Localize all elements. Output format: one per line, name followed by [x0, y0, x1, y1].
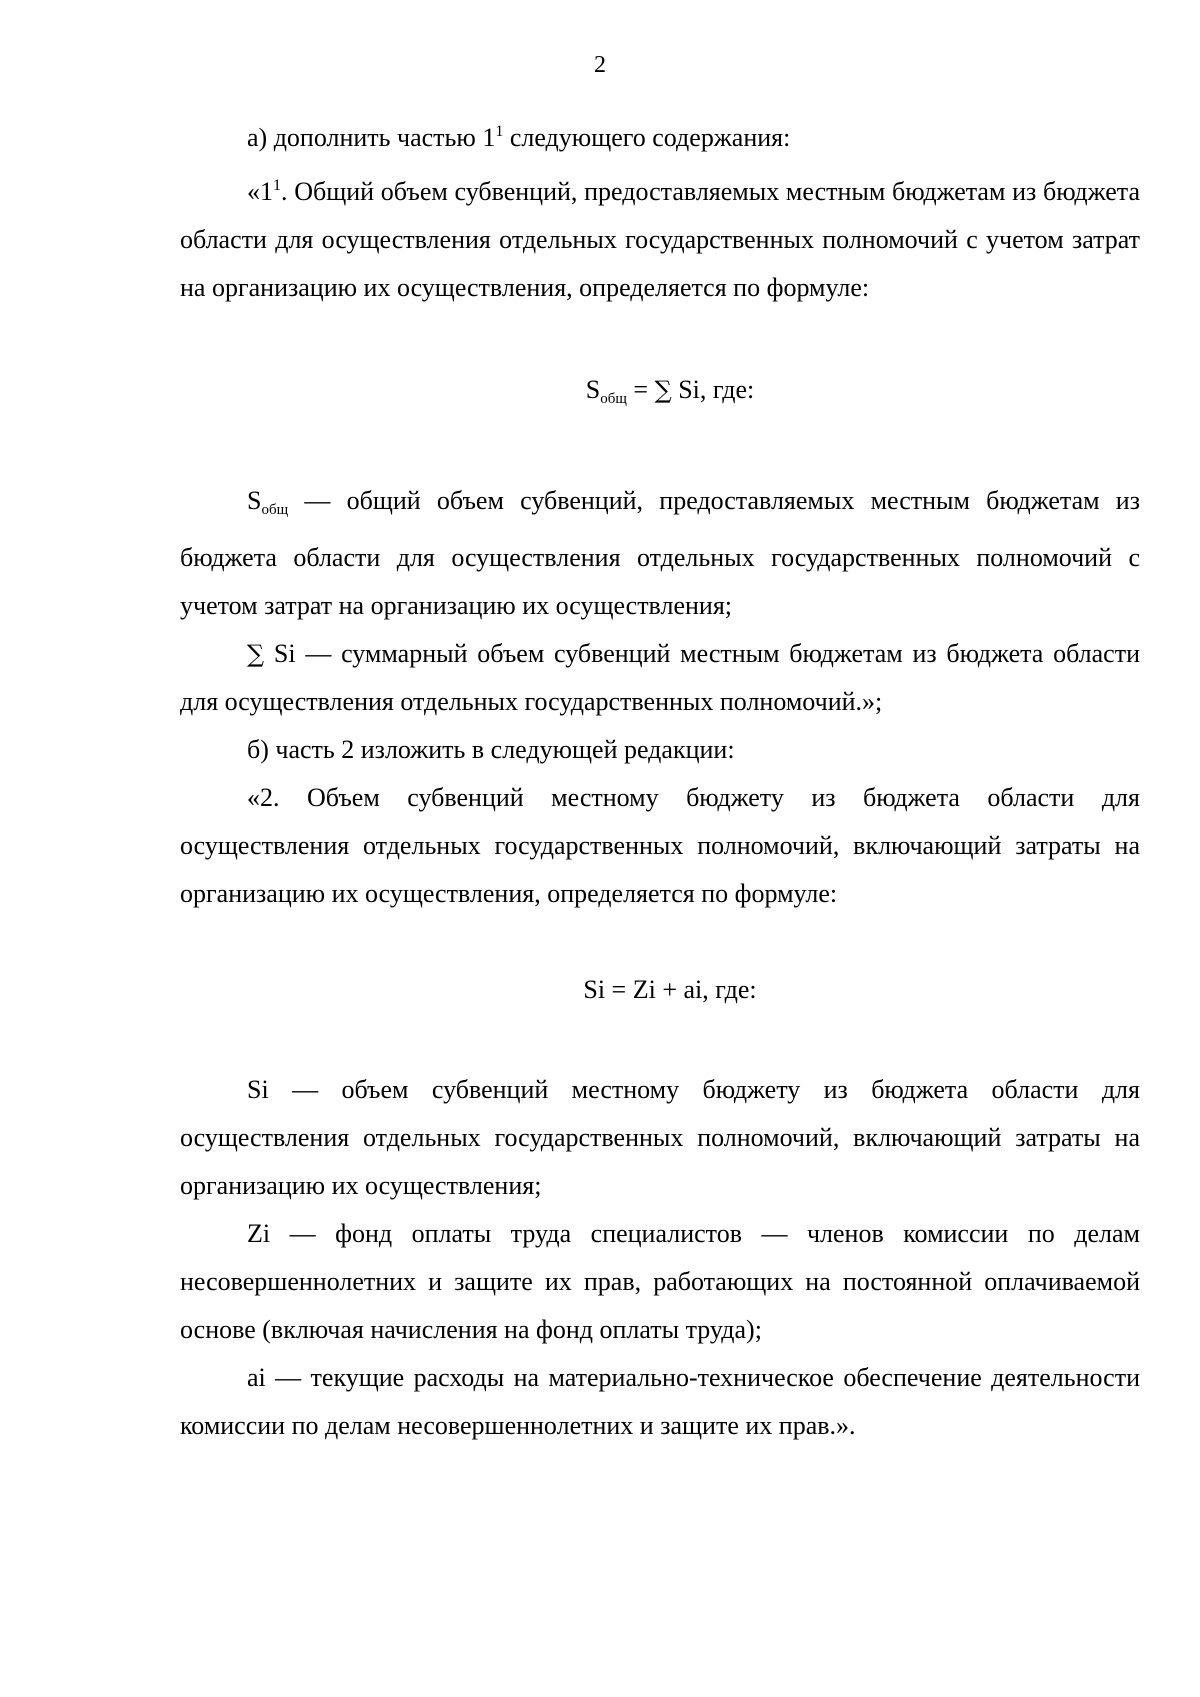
paragraph-text: Si — суммарный объем субвенций местным бюджетам из бюджета области для осуществления отдельных государственных полномочий.»; [180, 639, 1140, 716]
formula-symbol: S [247, 486, 262, 515]
sigma-icon: ∑ [247, 640, 265, 668]
paragraph-text: «1 [247, 177, 273, 206]
paragraph-part-2: «2. Объем субвенций местному бюджету из бюджета области для осуществления отдельных государственных полномочий, включающий затраты на организацию их осуществления, определяется по формуле: [180, 783, 1140, 908]
paragraph-text: а) дополнить частью 1 [247, 123, 496, 152]
paragraph-definition-ai: ai — текущие расходы на материально-техническое обеспечение деятельности комиссии по делам несовершеннолетних и защите их прав.». [180, 1363, 1140, 1440]
superscript: 1 [495, 123, 504, 140]
formula-text: Si, где: [671, 375, 755, 404]
paragraph-amendment-a [180, 108, 1140, 162]
page-number: 2 [594, 52, 606, 78]
formula-symbol: S [585, 375, 601, 404]
sigma-icon: ∑ [654, 376, 672, 404]
paragraph-text: . Общий объем субвенций, предоставляемых местным бюджетам из бюджета области для осуществления отдельных государственных полномочий с учетом затрат на организацию их осуществления, определяется по формуле: [180, 177, 1140, 302]
paragraph-definition-zi: Zi — фонд оплаты труда специалистов — членов комиссии по делам несовершеннолетних и защите их прав, работающих на постоянной оплачиваемой основе (включая начисления на фонд оплаты труда); [180, 1219, 1140, 1344]
superscript: 1 [273, 177, 281, 194]
paragraph-definition-sum-si [180, 630, 1140, 726]
document-body [180, 108, 1140, 1450]
formula-operator: = [626, 375, 655, 404]
paragraph-text: — общий объем субвенций, предоставляемых местным бюджетам из бюджета области для осуществления отдельных государственных полномочий с учетом затрат на организацию их осуществления; [180, 486, 1140, 620]
paragraph-amendment-b: б) часть 2 изложить в следующей редакции: [247, 735, 735, 764]
formula-total-subvention [180, 366, 1140, 423]
paragraph-definition-s-total [180, 477, 1140, 630]
formula-subscript: общ [600, 391, 627, 407]
paragraph-part-1-1 [180, 162, 1140, 312]
paragraph-definition-si: Si — объем субвенций местному бюджету из бюджета области для осуществления отдельных государственных полномочий, включающий затраты на организацию их осуществления; [180, 1075, 1140, 1200]
formula-subscript: общ [261, 502, 289, 518]
formula-local-subvention: Si = Zi + ai, где: [583, 975, 757, 1004]
paragraph-text: следующего содержания: [503, 123, 791, 152]
